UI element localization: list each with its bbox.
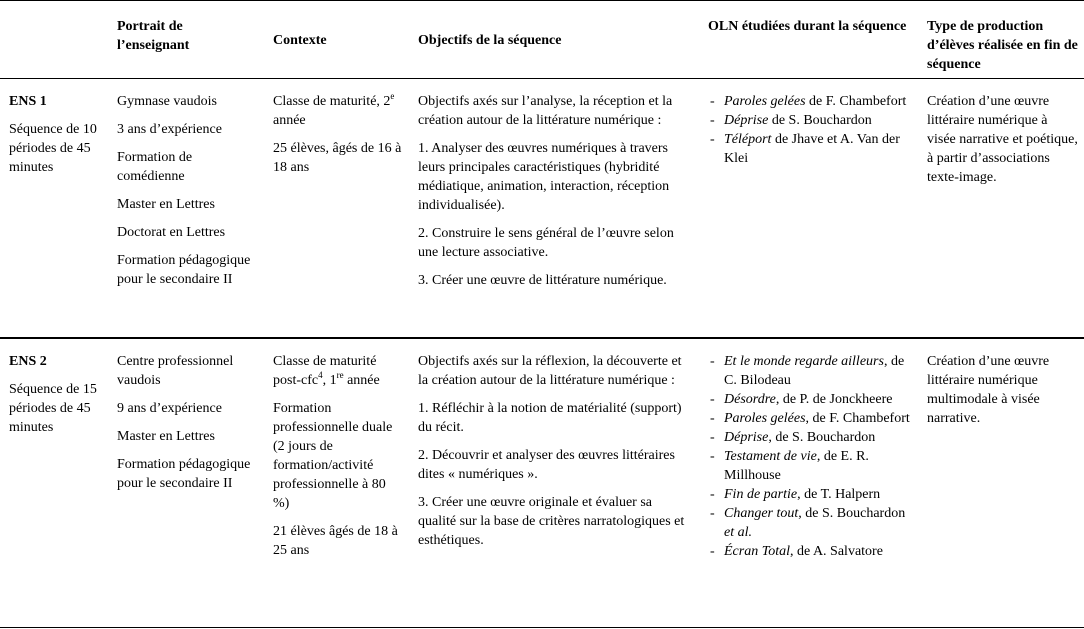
oln-item: - Déprise, de S. Bouchardon [724, 428, 912, 447]
oln-list [708, 92, 912, 168]
production-text: Création d’une œuvre littéraire numérique à visée narrative et poétique, à partir d’associations texte-image. [927, 94, 1078, 185]
contexte-students: 25 élèves, âgés de 16 à 18 ans [273, 141, 402, 175]
objectif-item: Objectifs axés sur l’analyse, la réception et la création autour de la littérature numérique : [418, 94, 673, 128]
header-portrait: Portrait de l’enseignant [108, 1, 264, 79]
portrait-item: Master en Lettres [117, 197, 215, 212]
header-contexte: Contexte [264, 1, 409, 79]
oln-item: - Déprise de S. Bouchardon [724, 111, 912, 130]
header-row [0, 1, 1084, 79]
oln-cell [699, 79, 918, 338]
contexte-cell [264, 338, 409, 628]
oln-cell [699, 338, 918, 628]
portrait-item: Gymnase vaudois [117, 94, 217, 109]
portrait-item: Formation pédagogique pour le secondaire II [117, 253, 251, 287]
portrait-item: Centre professionnel vaudois [117, 353, 234, 388]
ens-cell [0, 338, 108, 628]
oln-item: - Et le monde regarde ailleurs, de C. Bilodeau [724, 352, 912, 390]
objectifs-cell [409, 79, 699, 338]
production-cell [918, 338, 1084, 628]
oln-item: - Paroles gelées, de F. Chambefort [724, 409, 912, 428]
objectif-item: 2. Découvrir et analyser des œuvres littéraires dites « numériques ». [418, 447, 675, 482]
contexte-class: Classe de maturité, 2e année [273, 91, 395, 128]
oln-item: - Fin de partie, de T. Halpern [724, 485, 912, 504]
oln-item: - Paroles gelées de F. Chambefort [724, 92, 912, 111]
objectifs-cell [409, 338, 699, 628]
objectif-item: 3. Créer une œuvre originale et évaluer sa qualité sur la base de critères narratologiques et esthétiques. [418, 494, 685, 548]
portrait-item: 3 ans d’expérience [117, 122, 222, 137]
oln-item: - Changer tout, de S. Bouchardon et al. [724, 504, 912, 542]
objectif-item: 2. Construire le sens général de l’œuvre selon une lecture associative. [418, 226, 674, 260]
ens-label: ENS 1 [9, 94, 47, 109]
header-empty [0, 1, 108, 79]
portrait-cell [108, 79, 264, 338]
contexte-cell [264, 79, 409, 338]
objectif-item: 1. Analyser des œuvres numériques à travers leurs principales caractéristiques (hybridité médiatique, animation, interaction, réception individualisée). [418, 141, 670, 213]
ens-label: ENS 2 [9, 353, 47, 369]
portrait-item: 9 ans d’expérience [117, 400, 222, 416]
oln-item: - Testament de vie, de E. R. Millhouse [724, 447, 912, 485]
oln-item: - Téléport de Jhave et A. Van der Klei [724, 130, 912, 168]
contexte-formation: Formation professionnelle duale (2 jours de formation/activité professionnelle à 80 %) [273, 400, 393, 511]
portrait-item: Formation de comédienne [117, 150, 193, 184]
contexte-class: Classe de maturité post-cfc$^4$, 1re année [273, 353, 380, 388]
objectif-item: 3. Créer une œuvre de littérature numérique. [418, 273, 667, 288]
header-production: Type de production d’élèves réalisée en fin de séquence [918, 1, 1084, 79]
portrait-cell [108, 338, 264, 628]
contexte-students: 21 élèves âgés de 18 à 25 ans [273, 523, 398, 558]
header-objectifs: Objectifs de la séquence [409, 1, 699, 79]
objectif-item: Objectifs axés sur la réflexion, la découverte et la création autour de la littérature numérique : [418, 353, 682, 388]
objectif-item: 1. Réfléchir à la notion de matérialité (support) du récit. [418, 400, 682, 435]
table-row [0, 338, 1084, 628]
oln-item: - Écran Total, de A. Salvatore [724, 542, 912, 561]
header-oln: OLN étudiées durant la séquence [699, 1, 918, 79]
sequence-duration: Séquence de 15 périodes de 45 minutes [9, 381, 97, 435]
portrait-item: Doctorat en Lettres [117, 225, 226, 240]
production-cell [918, 79, 1084, 338]
production-text: Création d’une œuvre littéraire numérique multimodale à visée narrative. [927, 353, 1050, 426]
sequence-duration: Séquence de 10 périodes de 45 minutes [9, 122, 97, 175]
portrait-item: Master en Lettres [117, 428, 215, 444]
ens-cell [0, 79, 108, 338]
oln-list [708, 352, 912, 561]
oln-item: - Désordre, de P. de Jonckheere [724, 390, 912, 409]
table-row [0, 79, 1084, 338]
portrait-item: Formation pédagogique pour le secondaire II [117, 456, 251, 491]
